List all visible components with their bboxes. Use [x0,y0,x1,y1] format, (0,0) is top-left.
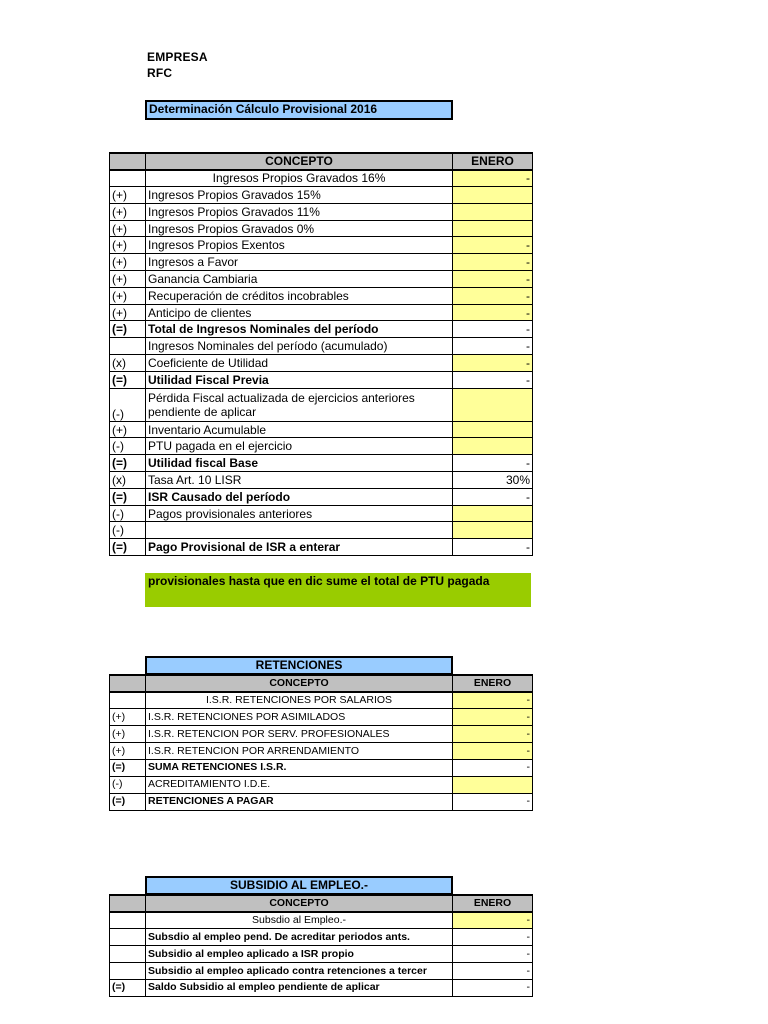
operator-cell: (-) [110,776,146,793]
concept-cell: Ingresos Propios Exentos [146,237,453,254]
value-cell[interactable]: - [453,338,533,355]
retenciones-table [109,674,533,811]
retenciones-row [110,692,533,709]
value-cell[interactable]: - [453,912,533,929]
concept-cell: Pago Provisional de ISR a enterar [146,539,453,556]
provisional-row [110,287,533,304]
operator-cell [110,963,146,980]
concept-cell: ACREDITAMIENTO I.D.E. [146,776,453,793]
value-cell[interactable]: - [453,726,533,743]
provisional-row [110,505,533,522]
value-cell[interactable] [453,421,533,438]
operator-cell: (-) [110,522,146,539]
operator-cell: (+) [110,254,146,271]
value-cell[interactable]: - [453,170,533,187]
value-cell[interactable]: - [453,237,533,254]
retenciones-row [110,743,533,760]
concept-cell: Subsdio al empleo pend. De acreditar periodos ants. [146,929,453,946]
value-cell[interactable]: - [453,355,533,372]
retenciones-row [110,793,533,810]
concept-cell: SUMA RETENCIONES I.S.R. [146,759,453,776]
operator-cell [110,912,146,929]
concepto-header: CONCEPTO [146,675,453,692]
operator-cell [110,692,146,709]
concept-cell: Ingresos Propios Gravados 0% [146,220,453,237]
provisional-row [110,438,533,455]
sheet-title: Determinación Cálculo Provisional 2016 [145,100,453,120]
operator-cell: (=) [110,455,146,472]
subsidio-header-row [110,895,533,912]
concept-cell: Ingresos Propios Gravados 16% [146,170,453,187]
operator-cell [110,946,146,963]
provisional-row [110,388,533,421]
value-cell[interactable]: - [453,488,533,505]
subsidio-row [110,963,533,980]
value-cell[interactable]: - [453,271,533,288]
value-cell[interactable]: - [453,371,533,388]
operator-cell [110,929,146,946]
operator-cell: (=) [110,979,146,996]
value-cell[interactable]: - [453,793,533,810]
operator-cell: (+) [110,304,146,321]
value-cell[interactable]: - [453,929,533,946]
concept-cell: I.S.R. RETENCIONES POR SALARIOS [146,692,453,709]
provisional-row [110,254,533,271]
ptu-note-text: provisionales hasta que en dic sume el total de PTU pagada [148,574,490,588]
header-blank-cell [110,153,146,170]
value-cell[interactable] [453,505,533,522]
provisional-row [110,355,533,372]
value-cell[interactable] [453,388,533,421]
concept-cell: Ingresos a Favor [146,254,453,271]
concept-cell: ISR Causado del período [146,488,453,505]
operator-cell: (=) [110,488,146,505]
concept-cell: I.S.R. RETENCIONES POR ASIMILADOS [146,709,453,726]
retenciones-row [110,759,533,776]
month-header: ENERO [453,895,533,912]
provisional-row [110,338,533,355]
operator-cell: (=) [110,793,146,810]
subsidio-row [110,946,533,963]
operator-cell: (+) [110,187,146,204]
company-rfc: RFC [147,66,173,80]
provisional-row [110,421,533,438]
concept-cell: Pagos provisionales anteriores [146,505,453,522]
concept-cell: Utilidad Fiscal Previa [146,371,453,388]
operator-cell: (=) [110,321,146,338]
concept-cell: Saldo Subsidio al empleo pendiente de aplicar [146,979,453,996]
subsidio-row [110,979,533,996]
value-cell[interactable] [453,522,533,539]
value-cell[interactable]: - [453,946,533,963]
concept-cell: Ingresos Propios Gravados 15% [146,187,453,204]
month-header: ENERO [453,153,533,170]
operator-cell: (=) [110,371,146,388]
provisional-header-row [110,153,533,170]
concept-cell: Pérdida Fiscal actualizada de ejercicios anteriores pendiente de aplicar [146,388,453,421]
concept-cell: Ingresos Nominales del período (acumulado) [146,338,453,355]
month-header: ENERO [453,675,533,692]
subsidio-title: SUBSIDIO AL EMPLEO.- [145,876,453,895]
concept-cell: Ingresos Propios Gravados 11% [146,203,453,220]
subsidio-row [110,912,533,929]
provisional-row [110,237,533,254]
value-cell[interactable]: - [453,455,533,472]
provisional-row [110,321,533,338]
retenciones-header-row [110,675,533,692]
value-cell[interactable]: - [453,254,533,271]
concept-cell: Utilidad fiscal Base [146,455,453,472]
operator-cell: (+) [110,237,146,254]
operator-cell: (-) [110,438,146,455]
value-cell[interactable]: - [453,963,533,980]
concept-cell: I.S.R. RETENCION POR SERV. PROFESIONALES [146,726,453,743]
value-cell[interactable]: - [453,304,533,321]
value-cell[interactable]: - [453,321,533,338]
concept-cell: Subsdio al Empleo.- [146,912,453,929]
provisional-row [110,220,533,237]
value-cell[interactable] [453,187,533,204]
operator-cell: (+) [110,726,146,743]
concept-cell: Inventario Acumulable [146,421,453,438]
operator-cell [110,338,146,355]
concept-cell: Subsidio al empleo aplicado a ISR propio [146,946,453,963]
operator-cell: (+) [110,287,146,304]
provisional-row [110,203,533,220]
provisional-row [110,170,533,187]
concept-cell: Ganancia Cambiaria [146,271,453,288]
concept-cell: PTU pagada en el ejercicio [146,438,453,455]
value-cell[interactable]: - [453,709,533,726]
provisional-row [110,522,533,539]
operator-cell: (-) [110,388,146,421]
operator-cell: (+) [110,271,146,288]
concept-cell: Recuperación de créditos incobrables [146,287,453,304]
value-cell[interactable] [453,220,533,237]
concept-cell: RETENCIONES A PAGAR [146,793,453,810]
ptu-note [145,573,531,607]
provisional-row [110,304,533,321]
provisional-row [110,539,533,556]
operator-cell: (+) [110,743,146,760]
provisional-row [110,472,533,489]
company-name: EMPRESA [147,50,208,64]
operator-cell [110,170,146,187]
operator-cell: (+) [110,421,146,438]
provisional-table [109,152,533,556]
value-cell[interactable] [453,776,533,793]
concepto-header: CONCEPTO [146,153,453,170]
value-cell[interactable]: - [453,287,533,304]
operator-cell: (x) [110,472,146,489]
concept-cell: I.S.R. RETENCION POR ARRENDAMIENTO [146,743,453,760]
concept-cell: Anticipo de clientes [146,304,453,321]
operator-cell: (+) [110,709,146,726]
provisional-row [110,187,533,204]
value-cell[interactable]: - [453,759,533,776]
retenciones-row [110,709,533,726]
retenciones-title: RETENCIONES [145,656,453,675]
operator-cell: (-) [110,505,146,522]
subsidio-table [109,894,533,997]
value-cell[interactable]: 30% [453,472,533,489]
concept-cell [146,522,453,539]
concept-cell: Coeficiente de Utilidad [146,355,453,372]
value-cell[interactable]: - [453,539,533,556]
operator-cell: (=) [110,759,146,776]
concept-cell: Total de Ingresos Nominales del período [146,321,453,338]
subsidio-row [110,929,533,946]
operator-cell: (=) [110,539,146,556]
provisional-row [110,271,533,288]
header-blank-cell [110,895,146,912]
operator-cell: (+) [110,220,146,237]
concept-cell: Subsidio al empleo aplicado contra retenciones a tercer [146,963,453,980]
provisional-row [110,371,533,388]
retenciones-row [110,726,533,743]
concept-cell: Tasa Art. 10 LISR [146,472,453,489]
retenciones-row [110,776,533,793]
value-cell[interactable]: - [453,692,533,709]
value-cell[interactable] [453,438,533,455]
header-blank-cell [110,675,146,692]
operator-cell: (+) [110,203,146,220]
concepto-header: CONCEPTO [146,895,453,912]
provisional-row [110,488,533,505]
value-cell[interactable]: - [453,743,533,760]
value-cell[interactable] [453,203,533,220]
value-cell[interactable]: - [453,979,533,996]
provisional-row [110,455,533,472]
operator-cell: (x) [110,355,146,372]
